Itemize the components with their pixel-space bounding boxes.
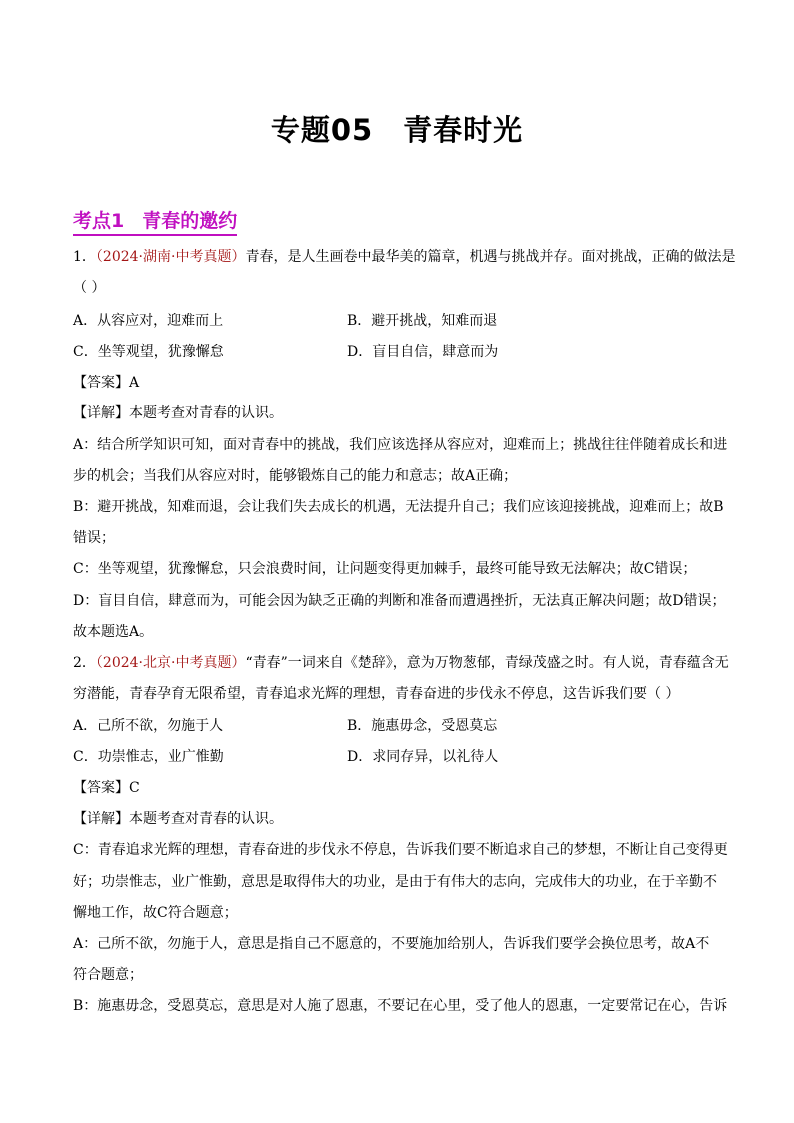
q1-option-c: C．坐等观望，犹豫懈怠 xyxy=(73,344,224,360)
q1-answer-label: 【答案】 xyxy=(73,375,129,391)
q1-options-row2 xyxy=(73,342,723,362)
section-heading xyxy=(73,206,237,236)
q2-detail-text: 本题考查对青春的认识。 xyxy=(129,811,283,827)
page-title xyxy=(0,108,794,149)
q1-option-a: A．从容应对，迎难而上 xyxy=(73,313,224,329)
q1-detail-label: 【详解】 xyxy=(73,405,129,421)
q2-options-row2 xyxy=(73,747,723,767)
q1-options-row1 xyxy=(73,311,723,331)
q2-option-d: D．求同存异，以礼待人 xyxy=(347,749,499,765)
q1-answer xyxy=(73,373,139,393)
q2-explain-line: 符合题意； xyxy=(73,967,143,983)
q2-answer-value: C xyxy=(129,780,140,796)
q1-option-b: B．避开挑战，知难而退 xyxy=(347,313,498,329)
q2-explain-line: A：己所不欲，勿施于人，意思是指自己不愿意的，不要施加给别人，告诉我们要学会换位思考，故A不 xyxy=(73,936,710,952)
title-text: 青春时光 xyxy=(403,113,524,147)
q1-stem-line1 xyxy=(73,247,735,267)
q2-option-c: C．功崇惟志，业广惟勤 xyxy=(73,749,224,765)
q2-detail xyxy=(73,809,283,829)
q1-stem: 青春，是人生画卷中最华美的篇章，机遇与挑战并存。面对挑战，正确的做法是 xyxy=(245,249,736,265)
section-text: 青春的邀约 xyxy=(142,210,238,232)
q2-answer-label: 【答案】 xyxy=(73,780,129,796)
q1-explain-line: 故本题选A。 xyxy=(73,624,154,640)
q2-stem-line1 xyxy=(73,653,729,673)
q2-source: （2024·北京·中考真题） xyxy=(95,655,246,671)
q2-detail-label: 【详解】 xyxy=(73,811,129,827)
section-number: 考点1 xyxy=(73,210,125,232)
q1-source: （2024·湖南·中考真题） xyxy=(95,249,246,265)
q1-explain-line: 步的机会；当我们从容应对时，能够锻炼自己的能力和意志；故A正确； xyxy=(73,468,518,484)
q2-explain-line: B：施惠毋念，受恩莫忘，意思是对人施了恩惠，不要记在心里，受了他人的恩惠，一定要常记在心，告诉 xyxy=(73,998,728,1014)
q2-option-b: B．施惠毋念，受恩莫忘 xyxy=(347,718,498,734)
q1-explain-line: D：盲目自信，肆意而为，可能会因为缺乏正确的判断和准备而遭遇挫折，无法真正解决问题；故D错误； xyxy=(73,593,726,609)
q1-detail-text: 本题考查对青春的认识。 xyxy=(129,405,283,421)
q2-answer xyxy=(73,778,140,798)
q1-explain-line: C：坐等观望，犹豫懈怠，只会浪费时间，让问题变得更加棘手，最终可能导致无法解决；故C错误； xyxy=(73,561,697,577)
q2-options-row1 xyxy=(73,716,723,736)
q1-option-d: D．盲目自信，肆意而为 xyxy=(347,344,499,360)
q1-answer-value: A xyxy=(129,375,140,391)
q2-number: 2． xyxy=(73,655,96,671)
q2-stem-line2: 穷潜能，青春孕育无限希望，青春追求光辉的理想，青春奋进的步伐永不停息，这告诉我们要（ ） xyxy=(73,686,680,702)
q2-explain-line: 懈地工作，故C符合题意； xyxy=(73,905,238,921)
title-number: 专题05 xyxy=(270,113,374,147)
q1-detail xyxy=(73,403,283,423)
q1-explain-line: B：避开挑战，知难而退，会让我们失去成长的机遇，无法提升自己；我们应该迎接挑战，迎难而上；故B xyxy=(73,499,724,515)
q2-stem: “青春”一词来自《楚辞》，意为万物葱郁，青绿茂盛之时。有人说，青春蕴含无 xyxy=(245,655,729,671)
q1-explain-line: A：结合所学知识可知，面对青春中的挑战，我们应该选择从容应对，迎难而上；挑战往往伴随着成长和进 xyxy=(73,437,728,453)
q1-number: 1． xyxy=(73,249,96,265)
q2-explain-line: C：青春追求光辉的理想，青春奋进的步伐永不停息，告诉我们要不断追求自己的梦想，不断让自己变得更 xyxy=(73,842,728,858)
q1-explain-line: 错误； xyxy=(73,530,115,546)
q2-option-a: A．己所不欲，勿施于人 xyxy=(73,718,224,734)
q1-stem-line2: （ ） xyxy=(73,280,106,296)
q2-explain-line: 好；功崇惟志，业广惟勤，意思是取得伟大的功业，是由于有伟大的志向，完成伟大的功业，在于辛勤不 xyxy=(73,874,717,890)
